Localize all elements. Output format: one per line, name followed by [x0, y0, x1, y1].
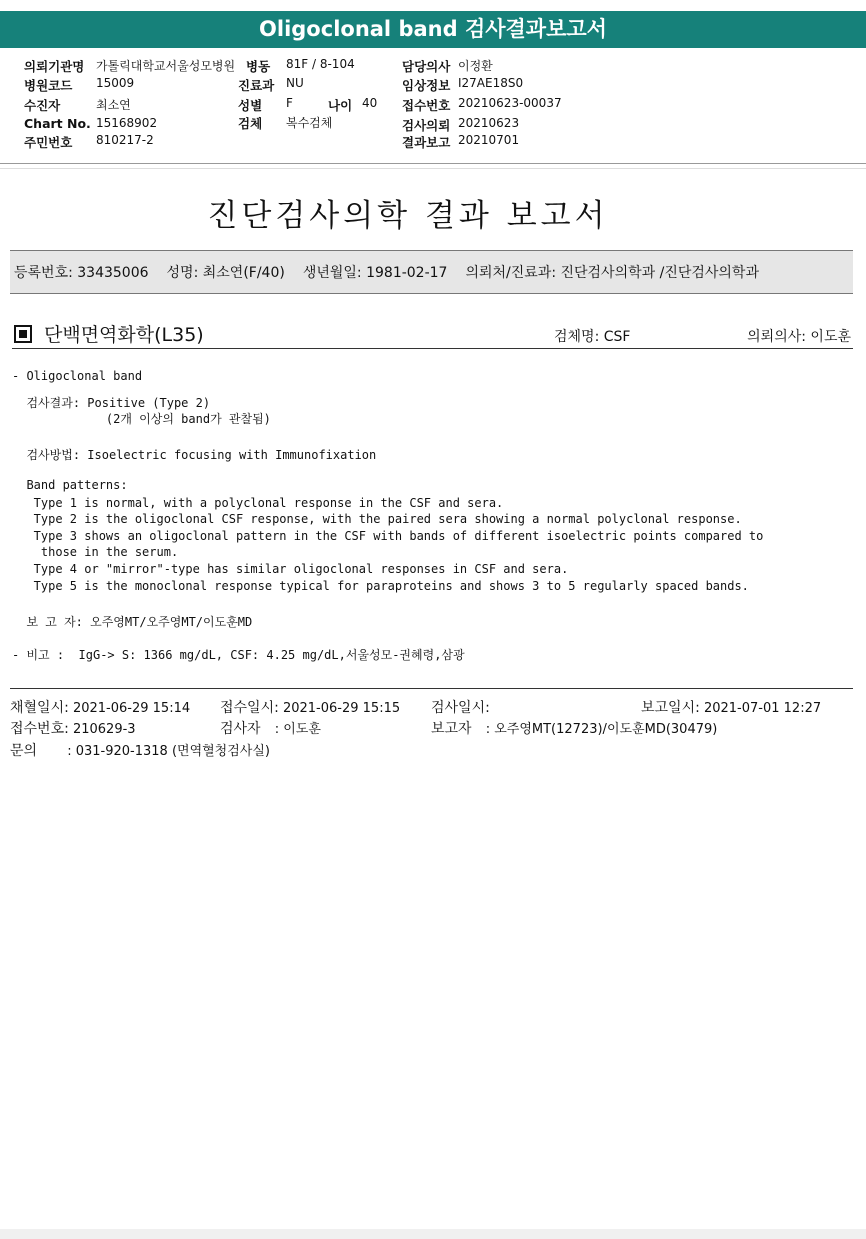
- reporter: [431, 718, 717, 738]
- section-doctor: 의뢰의사: 이도훈: [747, 329, 851, 345]
- test-name: - Oligoclonal band: [12, 369, 143, 383]
- receive-value: 2021-06-29 15:15: [282, 701, 401, 716]
- dept-label: 진료과: [238, 78, 275, 93]
- age-value: 40: [362, 96, 378, 110]
- specimen-label: 검체: [238, 116, 263, 131]
- collect-time: [10, 697, 190, 717]
- hospital-code-label: 병원코드: [24, 78, 73, 93]
- requesting-dept: 의뢰처/진료과: 진단검사의학과 /진단검사의학과: [465, 265, 759, 281]
- inquiry: [10, 740, 270, 760]
- hospital-code-value: 15009: [96, 76, 135, 90]
- section-title: 단백면역화학(L35): [44, 324, 204, 346]
- request-value: 20210623: [458, 116, 520, 130]
- age-label: 나이: [328, 98, 353, 113]
- reporter-line: 보 고 자: 오주영MT/오주영MT/이도훈MD: [12, 615, 253, 629]
- patterns-title: Band patterns:: [12, 478, 128, 492]
- request-label: 검사의뢰: [402, 118, 451, 133]
- collect-value: 2021-06-29 15:14: [72, 701, 191, 716]
- collect-label: 채혈일시:: [10, 700, 69, 716]
- clinical-label: 임상정보: [402, 78, 451, 93]
- institution-value: 가톨릭대학교서울성모병원: [96, 59, 236, 73]
- patient-label: 수진자: [24, 98, 61, 113]
- patient-name: 성명: 최소연(F/40): [166, 265, 285, 281]
- report-time: [641, 697, 821, 717]
- resident-label: 주민번호: [24, 135, 73, 150]
- ward-value: 81F / 8-104: [286, 57, 355, 71]
- accession-label: 접수번호: [402, 98, 451, 113]
- receive-time: [220, 697, 400, 717]
- footer-accession-value: 210629-3: [72, 722, 136, 737]
- footer-accession-label: 접수번호:: [10, 721, 69, 737]
- sex-value: F: [286, 96, 293, 110]
- banner-title: Oligoclonal band 검사결과보고서: [0, 11, 866, 48]
- pattern-type-5: Type 5 is the monoclonal response typical for paraproteins and shows 3 to 5 regularly spaced bands.: [12, 579, 749, 593]
- pattern-type-4: Type 4 or "mirror"-type has similar oligoclonal responses in CSF and sera.: [12, 562, 569, 576]
- inquiry-value: : 031-920-1318 (면역혈청검사실): [67, 744, 270, 759]
- chart-label: Chart No.: [24, 116, 91, 131]
- pattern-type-3-cont: those in the serum.: [12, 545, 179, 559]
- doctor-value: 이정환: [458, 59, 493, 73]
- registration-number: 등록번호: 33435006: [14, 265, 149, 281]
- reporter-label: 보고자: [431, 721, 472, 737]
- method-line: 검사방법: Isoelectric focusing with Immunofixation: [12, 448, 377, 462]
- inquiry-label: 문의: [10, 743, 38, 759]
- accession-value: 20210623-00037: [458, 96, 562, 110]
- square-bullet-icon: [14, 325, 32, 343]
- dept-value: NU: [286, 76, 304, 90]
- patient-value: 최소연: [96, 98, 131, 112]
- remark-line: - 비고 : IgG-> S: 1366 mg/dL, CSF: 4.25 mg/dL,서울성모-권혜령,삼광: [12, 648, 465, 662]
- patient-bar: [10, 250, 853, 294]
- tester-value: : 이도훈: [274, 722, 321, 737]
- main-title: 진단검사의학 결과 보고서: [207, 198, 609, 234]
- reporter-value: : 오주영MT(12723)/이도훈MD(30479): [485, 722, 718, 737]
- receive-label: 접수일시:: [220, 700, 279, 716]
- pattern-type-3: Type 3 shows an oligoclonal pattern in the CSF with bands of different isoelectric points compared to: [12, 529, 764, 543]
- birth-date: 생년월일: 1981-02-17: [302, 265, 448, 281]
- resident-value: 810217-2: [96, 133, 154, 147]
- result-line: 검사결과: Positive (Type 2): [12, 396, 211, 410]
- clinical-value: I27AE18S0: [458, 76, 524, 90]
- test-time: [431, 697, 490, 717]
- report-value: 20210701: [458, 133, 520, 147]
- footer-divider: [10, 688, 853, 689]
- report-label: 결과보고: [402, 135, 451, 150]
- pattern-type-1: Type 1 is normal, with a polyclonal response in the CSF and sera.: [12, 496, 504, 510]
- institution-label: 의뢰기관명: [24, 59, 85, 74]
- test-label: 검사일시:: [431, 700, 490, 716]
- ward-label: 병동: [246, 59, 271, 74]
- header-info: [0, 0, 866, 160]
- result-note: (2개 이상의 band가 관찰됨): [12, 412, 271, 426]
- doctor-label: 담당의사: [402, 59, 451, 74]
- tester-label: 검사자: [220, 721, 261, 737]
- sex-label: 성별: [238, 98, 263, 113]
- report-time-label: 보고일시:: [641, 700, 700, 716]
- pattern-type-2: Type 2 is the oligoclonal CSF response, with the paired sera showing a normal polyclonal response.: [12, 512, 742, 526]
- accession-number: [10, 718, 136, 738]
- specimen-value: 복수검체: [286, 116, 333, 130]
- section-header: [12, 320, 853, 349]
- section-specimen: 검체명: CSF: [554, 329, 631, 345]
- header-divider-shadow: [0, 168, 866, 169]
- tester: [220, 718, 321, 738]
- header-divider: [0, 163, 866, 164]
- chart-value: 15168902: [96, 116, 158, 130]
- report-time-value: 2021-07-01 12:27: [703, 701, 822, 716]
